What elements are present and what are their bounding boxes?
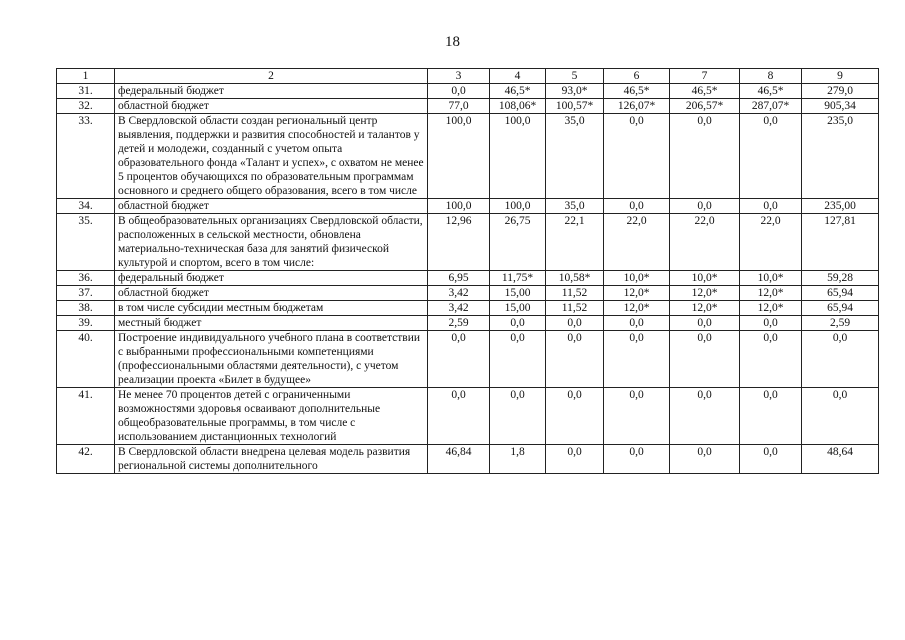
row-description: областной бюджет [115, 199, 428, 214]
row-value: 235,00 [802, 199, 879, 214]
column-header: 8 [740, 69, 802, 84]
row-value: 127,81 [802, 214, 879, 271]
row-number: 33. [57, 114, 115, 199]
row-description: Построение индивидуального учебного плана в соответствии с выбранными профессиональными компетенциями (профессиональными областями деятельности), с учетом реализации проекта «Билет в будущее» [115, 331, 428, 388]
row-value: 22,0 [604, 214, 670, 271]
row-value: 15,00 [490, 301, 546, 316]
row-value: 22,0 [670, 214, 740, 271]
row-value: 35,0 [546, 114, 604, 199]
row-value: 48,64 [802, 445, 879, 474]
row-value: 0,0 [604, 445, 670, 474]
row-value: 0,0 [670, 331, 740, 388]
row-value: 0,0 [428, 331, 490, 388]
row-value: 0,0 [546, 445, 604, 474]
row-value: 46,5* [740, 84, 802, 99]
row-value: 12,0* [740, 301, 802, 316]
row-number: 39. [57, 316, 115, 331]
row-number: 40. [57, 331, 115, 388]
row-description: Не менее 70 процентов детей с ограниченными возможностями здоровья осваивают дополнительные общеобразовательные программы, в том числе с использованием дистанционных технологий [115, 388, 428, 445]
row-value: 108,06* [490, 99, 546, 114]
table-row [57, 388, 879, 445]
row-value: 0,0 [546, 316, 604, 331]
table-row [57, 316, 879, 331]
column-header: 1 [57, 69, 115, 84]
row-description: в том числе субсидии местным бюджетам [115, 301, 428, 316]
row-value: 65,94 [802, 301, 879, 316]
row-value: 0,0 [740, 331, 802, 388]
column-header: 5 [546, 69, 604, 84]
row-value: 0,0 [670, 316, 740, 331]
row-value: 1,8 [490, 445, 546, 474]
row-value: 0,0 [546, 331, 604, 388]
row-value: 35,0 [546, 199, 604, 214]
row-value: 12,0* [740, 286, 802, 301]
table-row [57, 84, 879, 99]
table-header [57, 69, 879, 84]
header-row [57, 69, 879, 84]
row-value: 279,0 [802, 84, 879, 99]
row-value: 3,42 [428, 286, 490, 301]
row-value: 126,07* [604, 99, 670, 114]
row-value: 93,0* [546, 84, 604, 99]
row-value: 22,0 [740, 214, 802, 271]
table-body [57, 84, 879, 474]
budget-table [56, 68, 879, 474]
row-value: 46,5* [490, 84, 546, 99]
table-row [57, 301, 879, 316]
row-value: 11,52 [546, 286, 604, 301]
row-value: 0,0 [604, 199, 670, 214]
row-value: 0,0 [428, 84, 490, 99]
row-value: 100,0 [490, 114, 546, 199]
row-value: 46,5* [670, 84, 740, 99]
row-value: 0,0 [428, 388, 490, 445]
column-header: 6 [604, 69, 670, 84]
table-row [57, 445, 879, 474]
row-value: 10,0* [740, 271, 802, 286]
page-number: 18 [445, 34, 460, 50]
row-number: 36. [57, 271, 115, 286]
row-description: федеральный бюджет [115, 271, 428, 286]
row-value: 12,0* [670, 301, 740, 316]
row-value: 905,34 [802, 99, 879, 114]
table-row [57, 99, 879, 114]
row-value: 0,0 [740, 445, 802, 474]
row-value: 0,0 [670, 388, 740, 445]
row-value: 100,0 [428, 199, 490, 214]
row-value: 100,57* [546, 99, 604, 114]
row-value: 26,75 [490, 214, 546, 271]
row-value: 12,0* [604, 286, 670, 301]
row-value: 12,0* [604, 301, 670, 316]
table-row [57, 214, 879, 271]
row-description: В Свердловской области внедрена целевая модель развития региональной системы дополнительного [115, 445, 428, 474]
row-value: 0,0 [604, 114, 670, 199]
row-description: местный бюджет [115, 316, 428, 331]
row-number: 42. [57, 445, 115, 474]
row-description: В общеобразовательных организациях Свердловской области, расположенных в сельской местности, обновлена материально-техническая база для занятий физической культурой и спортом, всего в том числе: [115, 214, 428, 271]
row-value: 0,0 [604, 388, 670, 445]
row-number: 41. [57, 388, 115, 445]
row-value: 0,0 [740, 316, 802, 331]
row-value: 10,0* [670, 271, 740, 286]
row-value: 0,0 [490, 331, 546, 388]
row-value: 65,94 [802, 286, 879, 301]
row-value: 287,07* [740, 99, 802, 114]
row-value: 235,0 [802, 114, 879, 199]
row-value: 59,28 [802, 271, 879, 286]
row-value: 206,57* [670, 99, 740, 114]
row-description: В Свердловской области создан региональный центр выявления, поддержки и развития способностей и талантов у детей и молодежи, созданный с учетом опыта образовательного фонда «Талант и успех», с охватом не менее 5 процентов обучающихся по образовательным программам основного и среднего общего образования, всего в том числе [115, 114, 428, 199]
row-number: 37. [57, 286, 115, 301]
row-value: 100,0 [490, 199, 546, 214]
row-value: 0,0 [670, 114, 740, 199]
row-value: 12,0* [670, 286, 740, 301]
row-value: 10,58* [546, 271, 604, 286]
row-value: 0,0 [670, 199, 740, 214]
row-value: 0,0 [802, 388, 879, 445]
table-row [57, 331, 879, 388]
row-number: 31. [57, 84, 115, 99]
row-value: 3,42 [428, 301, 490, 316]
row-value: 22,1 [546, 214, 604, 271]
table-row [57, 271, 879, 286]
column-header: 9 [802, 69, 879, 84]
row-description: областной бюджет [115, 99, 428, 114]
row-value: 0,0 [670, 445, 740, 474]
row-number: 35. [57, 214, 115, 271]
row-value: 15,00 [490, 286, 546, 301]
row-value: 46,84 [428, 445, 490, 474]
table-row [57, 114, 879, 199]
row-number: 34. [57, 199, 115, 214]
row-value: 0,0 [740, 114, 802, 199]
row-value: 0,0 [490, 316, 546, 331]
row-value: 0,0 [604, 316, 670, 331]
row-value: 0,0 [740, 388, 802, 445]
column-header: 4 [490, 69, 546, 84]
row-value: 2,59 [428, 316, 490, 331]
row-value: 77,0 [428, 99, 490, 114]
table-row [57, 286, 879, 301]
row-value: 0,0 [802, 331, 879, 388]
table-row [57, 199, 879, 214]
row-value: 0,0 [546, 388, 604, 445]
column-header: 7 [670, 69, 740, 84]
row-number: 38. [57, 301, 115, 316]
row-value: 46,5* [604, 84, 670, 99]
row-value: 2,59 [802, 316, 879, 331]
row-description: федеральный бюджет [115, 84, 428, 99]
row-value: 6,95 [428, 271, 490, 286]
row-value: 11,75* [490, 271, 546, 286]
row-description: областной бюджет [115, 286, 428, 301]
row-value: 0,0 [740, 199, 802, 214]
row-value: 100,0 [428, 114, 490, 199]
row-value: 12,96 [428, 214, 490, 271]
row-value: 0,0 [604, 331, 670, 388]
row-number: 32. [57, 99, 115, 114]
row-value: 10,0* [604, 271, 670, 286]
column-header: 3 [428, 69, 490, 84]
row-value: 0,0 [490, 388, 546, 445]
column-header: 2 [115, 69, 428, 84]
row-value: 11,52 [546, 301, 604, 316]
